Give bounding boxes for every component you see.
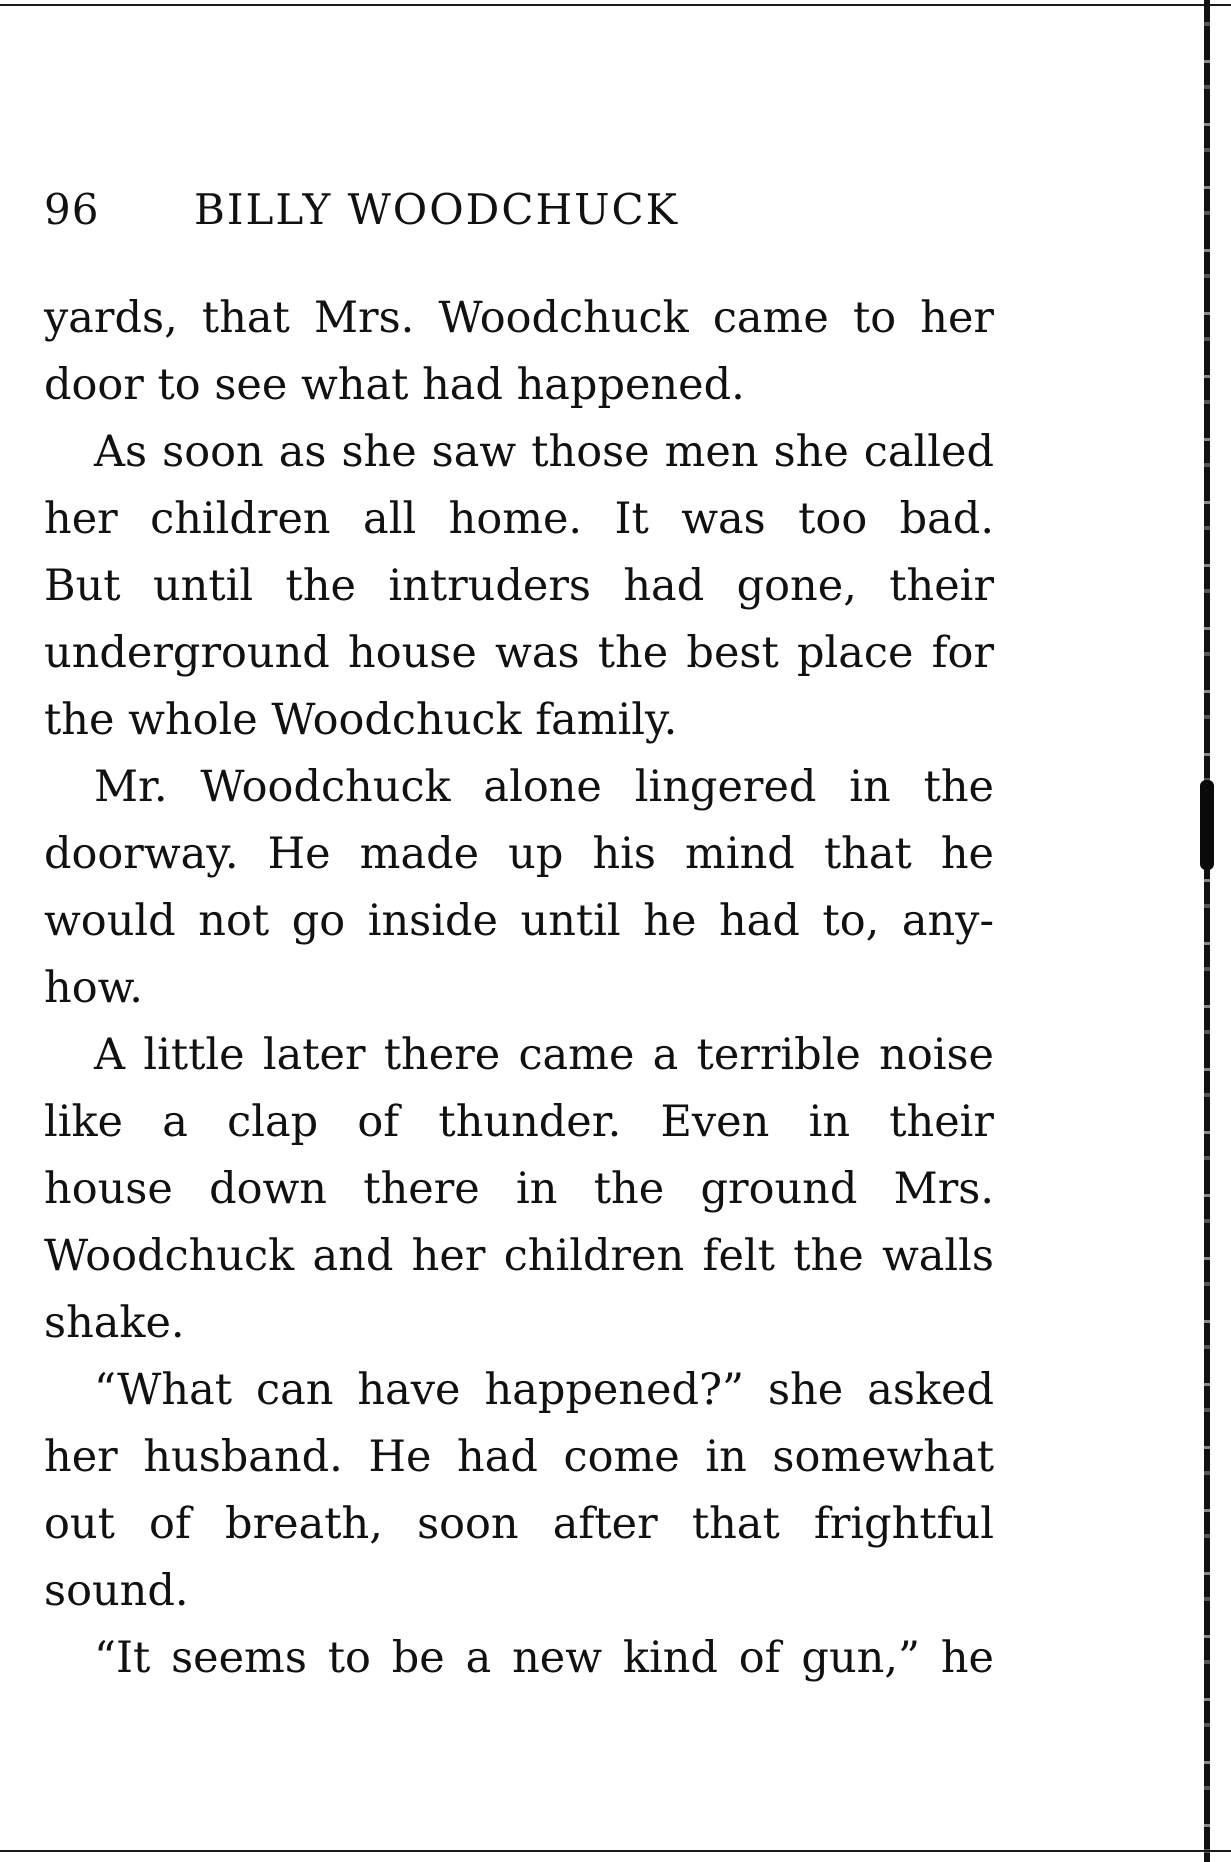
text-line: A little later there came a terrible noise — [94, 1030, 994, 1080]
text-line: like a clap of thunder. Even in their — [44, 1097, 994, 1147]
text-line: out of breath, soon after that frightful — [44, 1499, 994, 1549]
text-line: “What can have happened?” she asked — [94, 1365, 994, 1415]
bottom-rule — [0, 1850, 1231, 1852]
text-line: shake. — [44, 1298, 185, 1348]
text-line: But until the intruders had gone, their — [44, 561, 994, 611]
top-rule — [0, 4, 1231, 6]
text-line: Mr. Woodchuck alone lingered in the — [94, 762, 994, 812]
running-title: BILLY WOODCHUCK — [194, 185, 680, 234]
text-line: sound. — [44, 1566, 189, 1616]
text-line: would not go inside until he had to, any- — [44, 896, 994, 946]
text-line: underground house was the best place for — [44, 628, 994, 678]
text-line: door to see what had happened. — [44, 360, 745, 410]
text-line: yards, that Mrs. Woodchuck came to her — [44, 293, 994, 343]
text-line: the whole Woodchuck family. — [44, 695, 678, 745]
text-line: house down there in the ground Mrs. — [44, 1164, 994, 1214]
text-line: her children all home. It was too bad. — [44, 494, 994, 544]
text-line: doorway. He made up his mind that he — [44, 829, 994, 879]
page-edge-mark — [1200, 780, 1214, 870]
text-line: how. — [44, 963, 143, 1013]
text-line: her husband. He had come in somewhat — [44, 1432, 994, 1482]
text-line: “It seems to be a new kind of gun,” he — [94, 1633, 994, 1683]
page-edge-shadow — [1204, 0, 1210, 1862]
text-line: Woodchuck and her children felt the walls — [44, 1231, 994, 1281]
body-text — [44, 285, 994, 1692]
page-header — [44, 185, 679, 234]
page-number: 96 — [44, 185, 100, 234]
text-line: As soon as she saw those men she called — [94, 427, 994, 477]
